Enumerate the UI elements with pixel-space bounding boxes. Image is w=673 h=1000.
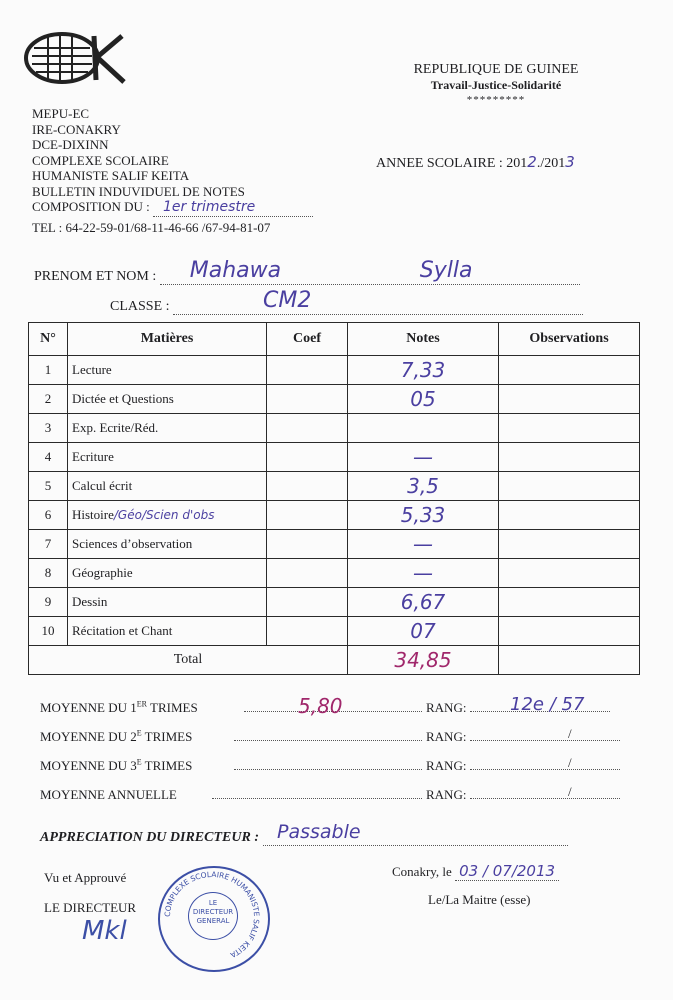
row-number: 3 — [29, 414, 68, 443]
row-subject — [68, 501, 267, 530]
col-header-coef: Coef — [267, 323, 348, 356]
class-field[interactable] — [173, 288, 583, 315]
name-field[interactable] — [160, 258, 580, 285]
table-row — [29, 588, 640, 617]
row-observation[interactable] — [499, 588, 640, 617]
row-note[interactable]: 07 — [348, 617, 499, 646]
row-coef[interactable] — [267, 356, 348, 385]
average-value-field[interactable] — [212, 797, 422, 799]
student-name-line — [34, 258, 604, 285]
rang-value: / — [568, 726, 572, 741]
row-observation[interactable] — [499, 443, 640, 472]
table-row — [29, 472, 640, 501]
rang-field[interactable] — [470, 768, 620, 770]
first-name: Mahawa — [189, 258, 282, 283]
col-header-notes: Notes — [348, 323, 499, 356]
row-observation[interactable] — [499, 414, 640, 443]
row-note[interactable]: — — [348, 443, 499, 472]
row-coef[interactable] — [267, 559, 348, 588]
school-year — [376, 153, 575, 172]
subject-label: Récitation et Chant — [72, 623, 173, 638]
row-note[interactable] — [348, 414, 499, 443]
row-note[interactable]: 3,5 — [348, 472, 499, 501]
total-value[interactable]: 34,85 — [348, 646, 499, 675]
school-year-y1[interactable]: 2 — [527, 153, 537, 171]
row-number: 7 — [29, 530, 68, 559]
row-coef[interactable] — [267, 385, 348, 414]
col-header-observations: Observations — [499, 323, 640, 356]
average-label: MOYENNE DU 1ER TRIMES — [40, 700, 198, 716]
average-label: MOYENNE DU $2^E$ TRIMES — [40, 729, 193, 745]
total-label: Total — [29, 646, 348, 675]
table-header-row — [29, 323, 640, 356]
school-year-y2[interactable]: 3 — [565, 153, 575, 171]
row-subject — [68, 356, 267, 385]
subject-label: Exp. Ecrite/Réd. — [72, 420, 159, 435]
row-subject — [68, 472, 267, 501]
rang-label: RANG: — [426, 787, 467, 802]
subject-label: Histoire — [72, 507, 114, 522]
stamp-center: LE DIRECTEUR GENERAL — [188, 892, 238, 940]
total-observation[interactable] — [499, 646, 640, 675]
last-name: Sylla — [419, 258, 473, 283]
row-number: 9 — [29, 588, 68, 617]
school-year-label: ANNEE SCOLAIRE : 201 — [376, 156, 528, 171]
rang-label: RANG: — [426, 729, 467, 744]
place-label: Conakry, le — [392, 864, 452, 879]
table-row — [29, 559, 640, 588]
averages-block — [40, 694, 620, 816]
row-subject — [68, 385, 267, 414]
row-number: 1 — [29, 356, 68, 385]
teacher-label: Le/La Maitre (esse) — [428, 892, 531, 907]
table-row — [29, 530, 640, 559]
phone-line: TEL : 64-22-59-01/68-11-46-66 /67-94-81-07 — [32, 219, 271, 235]
row-note[interactable]: — — [348, 559, 499, 588]
row-observation[interactable] — [499, 472, 640, 501]
table-row — [29, 501, 640, 530]
rang-label: RANG: — [426, 758, 467, 773]
row-subject — [68, 530, 267, 559]
director-signature: Mkl — [82, 916, 127, 946]
composition-label: COMPOSITION DU : — [32, 199, 150, 214]
row-number: 2 — [29, 385, 68, 414]
school-line: MEPU-EC — [32, 106, 90, 121]
subject-label: Lecture — [72, 362, 112, 377]
school-line: HUMANISTE SALIF KEITA — [32, 168, 190, 183]
director-label: LE DIRECTEUR — [44, 900, 137, 915]
col-header-subjects: Matières — [68, 323, 267, 356]
row-note[interactable]: — — [348, 530, 499, 559]
row-observation[interactable] — [499, 385, 640, 414]
row-coef[interactable] — [267, 617, 348, 646]
appreciation-field[interactable] — [263, 821, 568, 846]
row-note[interactable]: 5,33 — [348, 501, 499, 530]
school-line: IRE-CONAKRY — [32, 121, 121, 137]
row-observation[interactable] — [499, 356, 640, 385]
row-subject — [68, 588, 267, 617]
row-coef[interactable] — [267, 443, 348, 472]
republic-stars: ********* — [466, 94, 526, 106]
average-value-field[interactable] — [234, 739, 422, 741]
place-date-line — [392, 862, 559, 881]
average-value-field[interactable] — [234, 768, 422, 770]
subject-label: Ecriture — [72, 449, 114, 464]
class-value: CM2 — [263, 288, 312, 313]
school-year-mid: ./201 — [536, 156, 566, 171]
row-number: 6 — [29, 501, 68, 530]
row-observation[interactable] — [499, 501, 640, 530]
row-observation[interactable] — [499, 559, 640, 588]
republic-header — [386, 62, 606, 109]
col-header-number: N° — [29, 323, 68, 356]
rang-value: / — [568, 784, 572, 799]
average-label: MOYENNE ANNUELLE — [40, 787, 177, 803]
table-row — [29, 443, 640, 472]
table-row — [29, 385, 640, 414]
row-coef[interactable] — [267, 588, 348, 617]
rang-label: RANG: — [426, 700, 467, 715]
row-number: 5 — [29, 472, 68, 501]
subject-label: Sciences d’observation — [72, 536, 193, 551]
average-row-2 — [40, 726, 620, 758]
name-label: PRENOM ET NOM : — [34, 269, 157, 284]
average-row-3 — [40, 755, 620, 787]
average-row-1 — [40, 694, 620, 729]
class-line — [110, 288, 583, 315]
average-row-annual — [40, 784, 620, 816]
subject-label: Géographie — [72, 565, 133, 580]
row-subject — [68, 443, 267, 472]
row-coef[interactable] — [267, 414, 348, 443]
school-logo — [24, 30, 128, 86]
appreciation-label: APPRECIATION DU DIRECTEUR : — [40, 830, 259, 845]
republic-motto: Travail-Justice-Solidarité — [430, 77, 562, 92]
subject-handwritten-addition: /Géo/Scien d'obs — [113, 508, 215, 522]
rang-value: 12e / 57 — [510, 694, 585, 715]
row-note[interactable]: 7,33 — [348, 356, 499, 385]
row-note[interactable]: 05 — [348, 385, 499, 414]
grades-table — [28, 322, 640, 675]
school-line: BULLETIN INDUVIDUEL DE NOTES — [32, 183, 245, 199]
rang-field[interactable] — [470, 797, 620, 799]
row-observation[interactable] — [499, 617, 640, 646]
row-number: 8 — [29, 559, 68, 588]
republic-title: REPUBLIQUE DE GUINEE — [413, 62, 579, 77]
total-row — [29, 646, 640, 675]
appreciation-line — [40, 821, 620, 846]
table-row — [29, 414, 640, 443]
row-subject — [68, 617, 267, 646]
school-line: COMPLEXE SCOLAIRE — [32, 152, 169, 168]
composition-value[interactable]: 1er trimestre — [153, 200, 313, 217]
row-note[interactable]: 6,67 — [348, 588, 499, 617]
rang-value: / — [568, 755, 572, 770]
school-info — [32, 106, 313, 235]
row-coef[interactable] — [267, 501, 348, 530]
row-observation[interactable] — [499, 530, 640, 559]
table-row — [29, 356, 640, 385]
average-label: MOYENNE DU $3^E$ TRIMES — [40, 758, 193, 774]
stamp-ring-text: COMPLEXE SCOLAIRE HUMANISTE SALIF KEITA — [162, 869, 262, 960]
table-row — [29, 617, 640, 646]
row-coef[interactable] — [267, 472, 348, 501]
composition-line — [32, 199, 313, 217]
subject-label: Dessin — [72, 594, 108, 609]
row-subject — [68, 559, 267, 588]
rang-field[interactable] — [470, 739, 620, 741]
school-line: DCE-DIXINN — [32, 137, 109, 152]
official-stamp — [158, 866, 270, 972]
row-subject — [68, 414, 267, 443]
approval-label: Vu et Approuvé — [44, 870, 127, 885]
appreciation-value: Passable — [276, 821, 361, 843]
date-value[interactable]: 03 / 07/2013 — [455, 862, 559, 881]
subject-label: Calcul écrit — [72, 478, 133, 493]
row-coef[interactable] — [267, 530, 348, 559]
row-number: 4 — [29, 443, 68, 472]
row-number: 10 — [29, 617, 68, 646]
subject-label: Dictée et Questions — [72, 391, 174, 406]
class-label: CLASSE : — [110, 299, 170, 314]
average-value: 5,80 — [298, 694, 343, 718]
